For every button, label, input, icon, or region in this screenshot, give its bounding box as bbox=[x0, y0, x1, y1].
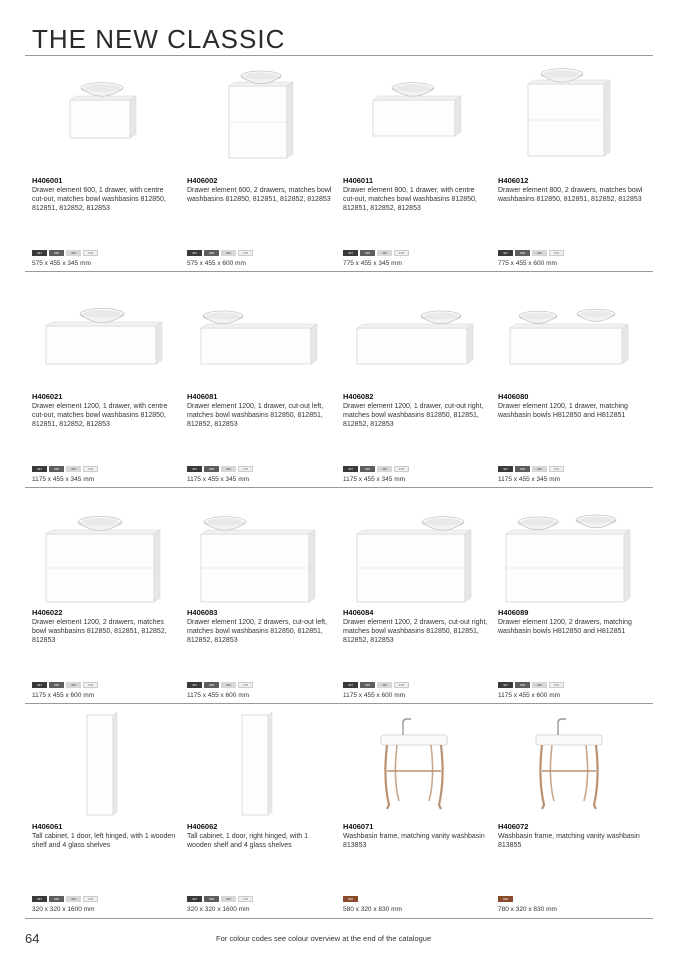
product-description: Drawer element 1200, 2 drawers, cut-out left, matches bowl washbasins 812850, 812851, 812852, 812853 bbox=[187, 619, 328, 645]
colour-swatch: 480 bbox=[66, 896, 81, 902]
colour-swatch: 437 bbox=[32, 896, 47, 902]
row-divider bbox=[25, 487, 653, 488]
colour-swatch: 480 bbox=[66, 466, 81, 472]
row-divider bbox=[25, 703, 653, 704]
product-code: H406002 bbox=[187, 176, 218, 185]
colour-swatches bbox=[187, 250, 253, 256]
colour-swatch: 170 bbox=[549, 466, 564, 472]
drawer-element-image bbox=[343, 278, 493, 393]
colour-swatch: 437 bbox=[187, 250, 202, 256]
colour-swatch: 170 bbox=[394, 682, 409, 688]
drawer-element-image bbox=[343, 62, 493, 177]
colour-swatch: 028 bbox=[360, 466, 375, 472]
product-description: Drawer element 1200, 2 drawers, matches bowl washbasins 812850, 812851, 812852, 812853 bbox=[32, 619, 167, 645]
product-description: Drawer element 1200, 1 drawer, matching washbasin bowls H812850 and H812851 bbox=[498, 403, 628, 420]
colour-swatch: 026 bbox=[343, 896, 358, 902]
bottom-divider bbox=[25, 918, 653, 919]
colour-swatches bbox=[498, 250, 564, 256]
product-code: H406084 bbox=[343, 608, 374, 617]
product-description: Washbasin frame, matching vanity washbasin 813853 bbox=[343, 833, 485, 850]
colour-swatch: 170 bbox=[394, 466, 409, 472]
product-dimensions: 1175 x 455 x 600 mm bbox=[498, 692, 561, 699]
colour-swatch: 480 bbox=[377, 466, 392, 472]
colour-swatch: 028 bbox=[515, 466, 530, 472]
product-code: H406021 bbox=[32, 392, 63, 401]
product-dimensions: 775 x 455 x 600 mm bbox=[498, 260, 557, 267]
product-description: Tall cabinet, 1 door, right hinged, with 1 wooden shelf and 4 glass shelves bbox=[187, 833, 309, 850]
product-dimensions: 1175 x 455 x 345 mm bbox=[187, 476, 250, 483]
colour-swatch: 170 bbox=[83, 896, 98, 902]
colour-swatch: 170 bbox=[238, 896, 253, 902]
drawer-element-image bbox=[498, 494, 648, 609]
product-description: Drawer element 600, 2 drawers, matches bowl washbasins 812850, 812851, 812852, 812853 bbox=[187, 187, 332, 204]
product-code: H406082 bbox=[343, 392, 374, 401]
colour-swatch: 170 bbox=[394, 250, 409, 256]
colour-swatch: 170 bbox=[238, 682, 253, 688]
colour-swatch: 028 bbox=[515, 250, 530, 256]
drawer-element-image bbox=[498, 278, 648, 393]
page-number: 64 bbox=[25, 931, 40, 946]
product-description: Drawer element 800, 2 drawers, matches bowl washbasins 812850, 812851, 812852, 812853 bbox=[498, 187, 643, 204]
product-description: Drawer element 600, 1 drawer, with centre cut-out, matches bowl washbasins 812850, 812851, 812852, 812853 bbox=[32, 187, 166, 213]
product-description: Drawer element 1200, 1 drawer, cut-out left, matches bowl washbasins 812850, 812851, 812852, 812853 bbox=[187, 403, 324, 429]
colour-swatch: 437 bbox=[498, 466, 513, 472]
product-dimensions: 575 x 455 x 345 mm bbox=[32, 260, 91, 267]
colour-swatches bbox=[32, 682, 98, 688]
tall-cabinet-image bbox=[187, 708, 337, 825]
colour-swatch: 437 bbox=[343, 682, 358, 688]
product-description: Tall cabinet, 1 door, left hinged, with 1 wooden shelf and 4 glass shelves bbox=[32, 833, 176, 850]
washbasin-frame-image bbox=[498, 708, 648, 825]
page-title: THE NEW CLASSIC bbox=[32, 24, 286, 54]
colour-swatch: 480 bbox=[66, 250, 81, 256]
product-dimensions: 1175 x 455 x 345 mm bbox=[343, 476, 406, 483]
row-divider bbox=[25, 271, 653, 272]
product-dimensions: 1175 x 455 x 600 mm bbox=[32, 692, 95, 699]
product-code: H406089 bbox=[498, 608, 529, 617]
drawer-element-image bbox=[32, 62, 182, 177]
colour-swatch: 028 bbox=[49, 896, 64, 902]
product-code: H406080 bbox=[498, 392, 529, 401]
colour-swatch: 480 bbox=[377, 682, 392, 688]
product-code: H406022 bbox=[32, 608, 63, 617]
title-divider bbox=[25, 55, 653, 56]
colour-swatch: 028 bbox=[515, 682, 530, 688]
product-code: H406012 bbox=[498, 176, 529, 185]
product-description: Drawer element 1200, 1 drawer, cut-out right, matches bowl washbasins 812850, 812851, 812852, 812853 bbox=[343, 403, 484, 429]
colour-swatch: 170 bbox=[83, 250, 98, 256]
colour-swatch: 480 bbox=[221, 466, 236, 472]
colour-swatch: 437 bbox=[187, 896, 202, 902]
colour-swatch: 028 bbox=[204, 466, 219, 472]
colour-swatch: 170 bbox=[238, 466, 253, 472]
colour-swatch: 480 bbox=[66, 682, 81, 688]
colour-swatch: 170 bbox=[83, 466, 98, 472]
colour-swatch: 437 bbox=[343, 250, 358, 256]
product-dimensions: 1175 x 455 x 600 mm bbox=[343, 692, 406, 699]
product-dimensions: 575 x 455 x 600 mm bbox=[187, 260, 246, 267]
colour-swatches bbox=[187, 466, 253, 472]
colour-swatch: 437 bbox=[343, 466, 358, 472]
colour-swatch: 028 bbox=[49, 682, 64, 688]
colour-swatch: 026 bbox=[498, 896, 513, 902]
colour-swatch: 480 bbox=[221, 896, 236, 902]
product-code: H406011 bbox=[343, 176, 374, 185]
colour-swatch: 170 bbox=[549, 250, 564, 256]
colour-swatch: 437 bbox=[187, 682, 202, 688]
colour-swatch: 028 bbox=[204, 896, 219, 902]
product-description: Drawer element 1200, 2 drawers, matching washbasin bowls H812850 and H812851 bbox=[498, 619, 632, 636]
colour-swatch: 480 bbox=[532, 682, 547, 688]
colour-swatches bbox=[187, 896, 253, 902]
colour-swatches bbox=[343, 896, 358, 902]
colour-swatches bbox=[32, 250, 98, 256]
product-code: H406083 bbox=[187, 608, 218, 617]
colour-swatch: 028 bbox=[360, 682, 375, 688]
product-dimensions: 320 x 320 x 1600 mm bbox=[187, 906, 250, 913]
product-code: H406001 bbox=[32, 176, 63, 185]
colour-swatch: 437 bbox=[498, 250, 513, 256]
product-code: H406072 bbox=[498, 822, 529, 831]
product-description: Drawer element 800, 1 drawer, with centre cut-out, matches bowl washbasins 812850, 812851, 812852, 812853 bbox=[343, 187, 477, 213]
product-description: Washbasin frame, matching vanity washbasin 813855 bbox=[498, 833, 640, 850]
product-dimensions: 1175 x 455 x 345 mm bbox=[32, 476, 95, 483]
washbasin-frame-image bbox=[343, 708, 493, 825]
drawer-element-image bbox=[343, 494, 493, 609]
colour-swatch: 437 bbox=[187, 466, 202, 472]
product-code: H406062 bbox=[187, 822, 218, 831]
product-dimensions: 580 x 320 x 830 mm bbox=[343, 906, 402, 913]
colour-swatches bbox=[32, 466, 98, 472]
colour-swatches bbox=[498, 682, 564, 688]
drawer-element-image bbox=[187, 278, 337, 393]
colour-swatch: 028 bbox=[49, 250, 64, 256]
product-dimensions: 1175 x 455 x 600 mm bbox=[187, 692, 250, 699]
colour-swatch: 437 bbox=[32, 250, 47, 256]
colour-swatch: 480 bbox=[221, 682, 236, 688]
drawer-element-image bbox=[498, 62, 648, 177]
colour-swatches bbox=[343, 466, 409, 472]
colour-swatch: 480 bbox=[532, 466, 547, 472]
product-code: H406061 bbox=[32, 822, 63, 831]
colour-swatch: 028 bbox=[49, 466, 64, 472]
product-dimensions: 1175 x 455 x 345 mm bbox=[498, 476, 561, 483]
colour-swatches bbox=[498, 896, 513, 902]
product-description: Drawer element 1200, 2 drawers, cut-out right, matches bowl washbasins 812850, 812851, 812852, 812853 bbox=[343, 619, 488, 645]
colour-swatch: 170 bbox=[238, 250, 253, 256]
colour-swatch: 028 bbox=[204, 682, 219, 688]
product-dimensions: 320 x 320 x 1600 mm bbox=[32, 906, 95, 913]
colour-swatch: 480 bbox=[221, 250, 236, 256]
product-code: H406081 bbox=[187, 392, 218, 401]
colour-swatch: 480 bbox=[377, 250, 392, 256]
colour-swatches bbox=[187, 682, 253, 688]
drawer-element-image bbox=[187, 62, 337, 177]
drawer-element-image bbox=[32, 278, 182, 393]
product-dimensions: 780 x 320 x 830 mm bbox=[498, 906, 557, 913]
colour-code-note: For colour codes see colour overview at the end of the catalogue bbox=[216, 934, 432, 943]
colour-swatch: 028 bbox=[360, 250, 375, 256]
tall-cabinet-image bbox=[32, 708, 182, 825]
drawer-element-image bbox=[32, 494, 182, 609]
colour-swatch: 437 bbox=[32, 682, 47, 688]
colour-swatch: 437 bbox=[498, 682, 513, 688]
colour-swatches bbox=[343, 250, 409, 256]
colour-swatches bbox=[498, 466, 564, 472]
colour-swatches bbox=[343, 682, 409, 688]
product-code: H406071 bbox=[343, 822, 374, 831]
drawer-element-image bbox=[187, 494, 337, 609]
colour-swatch: 480 bbox=[532, 250, 547, 256]
colour-swatch: 170 bbox=[549, 682, 564, 688]
colour-swatch: 028 bbox=[204, 250, 219, 256]
colour-swatch: 437 bbox=[32, 466, 47, 472]
product-dimensions: 775 x 455 x 345 mm bbox=[343, 260, 402, 267]
colour-swatch: 170 bbox=[83, 682, 98, 688]
product-description: Drawer element 1200, 1 drawer, with centre cut-out, matches bowl washbasins 812850, 812851, 812852, 812853 bbox=[32, 403, 168, 429]
colour-swatches bbox=[32, 896, 98, 902]
